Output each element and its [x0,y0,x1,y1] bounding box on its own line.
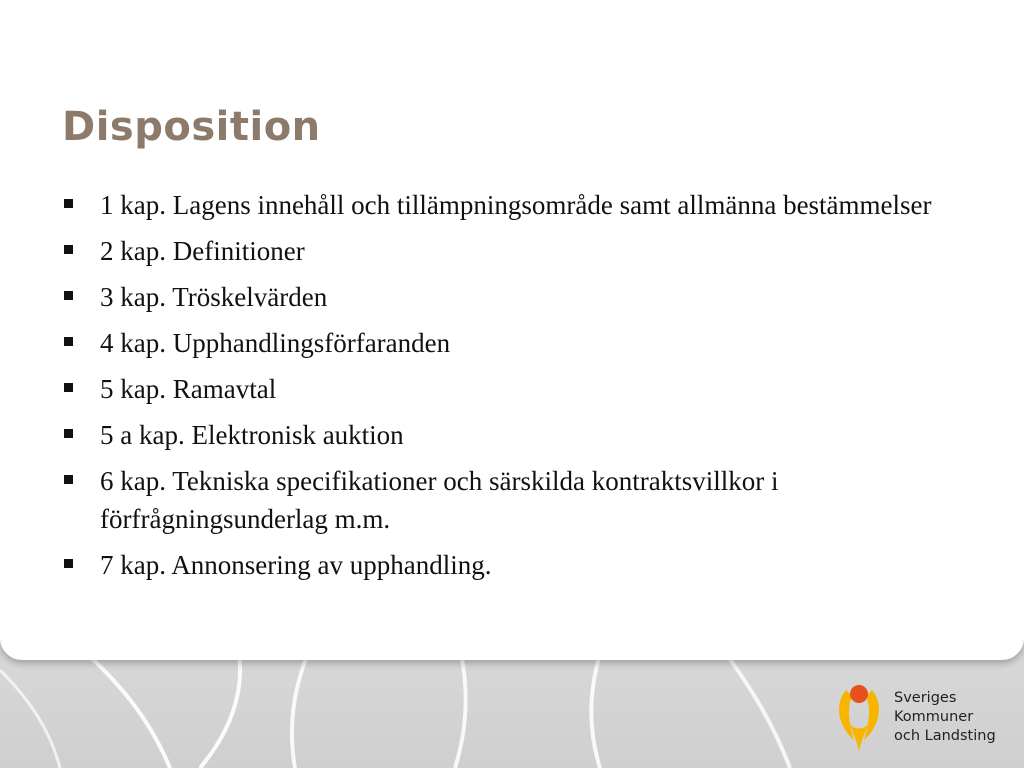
bullet-text: 7 kap. Annonsering av upphandling. [100,550,492,580]
bullet-item [62,416,962,454]
logo-text [894,689,996,746]
logo-line: Sveriges [894,690,957,706]
bullet-list [62,186,962,592]
bullet-item [62,462,962,538]
bullet-text: 6 kap. Tekniska specifikationer och särskilda kontraktsvillkor i förfrågningsunderlag m.m. [100,466,779,534]
square-bullet-icon [64,245,73,254]
bullet-text: 1 kap. Lagens innehåll och tillämpningsområde samt allmänna bestämmelser [100,190,932,220]
square-bullet-icon [64,475,73,484]
bullet-item [62,232,962,270]
bullet-item [62,370,962,408]
square-bullet-icon [64,291,73,300]
bullet-text: 3 kap. Tröskelvärden [100,282,328,312]
skl-flame-figure-icon [832,680,886,752]
bullet-text: 5 a kap. Elektronisk auktion [100,420,404,450]
square-bullet-icon [64,429,73,438]
logo-line: Kommuner [894,709,974,725]
square-bullet-icon [64,337,73,346]
bullet-item [62,186,962,224]
bullet-text: 4 kap. Upphandlingsförfaranden [100,328,451,358]
logo-line: och Landsting [894,728,996,744]
bullet-item [62,546,962,584]
skl-logo [832,680,1012,752]
bullet-text: 5 kap. Ramavtal [100,374,277,404]
slide-title: Disposition [62,104,321,150]
square-bullet-icon [64,559,73,568]
bullet-text: 2 kap. Definitioner [100,236,305,266]
square-bullet-icon [64,383,73,392]
bullet-item [62,324,962,362]
square-bullet-icon [64,199,73,208]
bullet-item [62,278,962,316]
